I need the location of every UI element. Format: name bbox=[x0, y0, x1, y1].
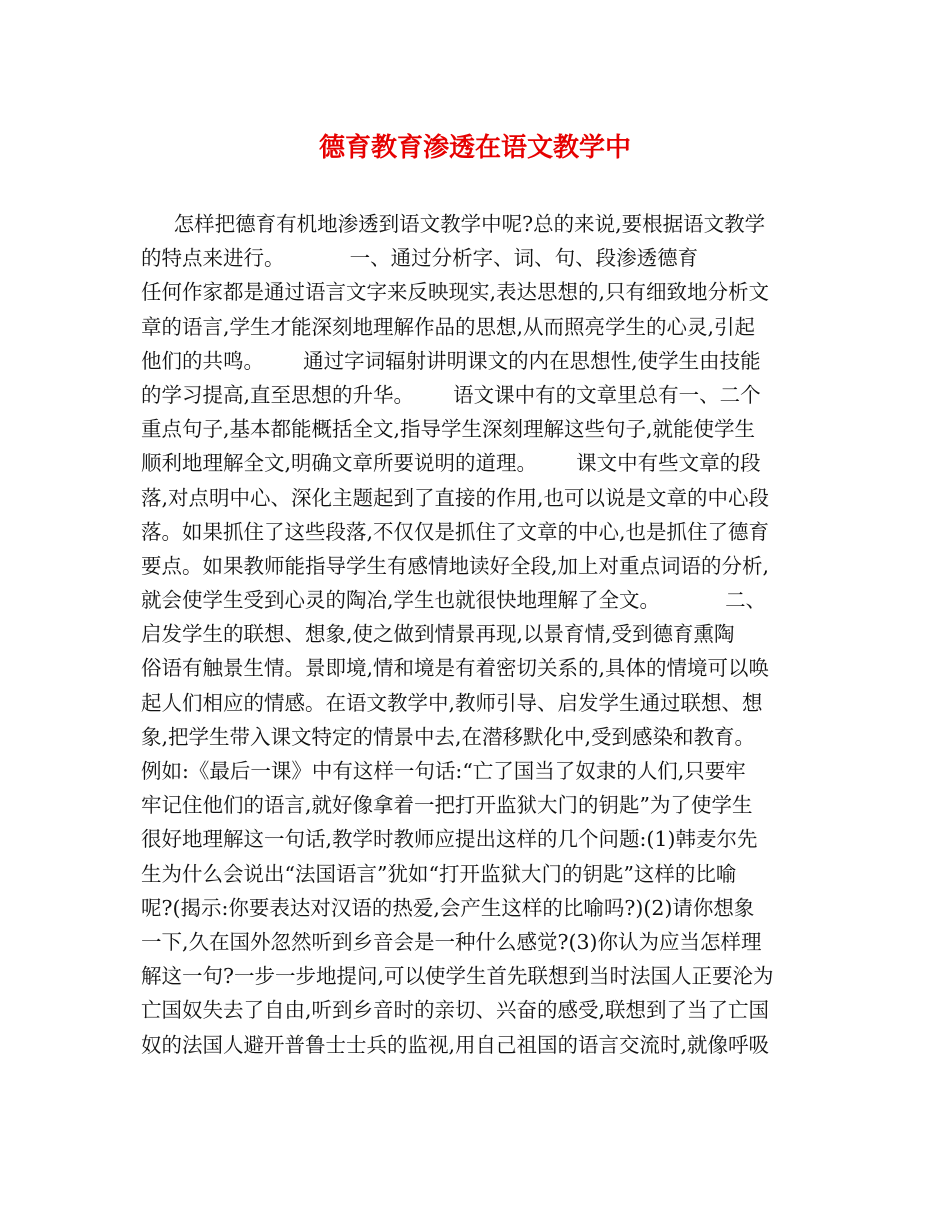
text-line: 落。如果抓住了这些段落,不仅仅是抓住了文章的中心,也是抓住了德育 bbox=[141, 519, 770, 544]
text-line: 奴的法国人避开普鲁士士兵的监视,用自己祖国的语言交流时,就像呼吸 bbox=[141, 1032, 770, 1057]
text-line: 顺利地理解全文,明确文章所要说明的道理。 课文中有些文章的段 bbox=[141, 451, 761, 476]
text-line: 牢记住他们的语言,就好像拿着一把打开监狱大门的钥匙”为了使学生 bbox=[141, 793, 753, 818]
text-line: 他们的共鸣。 通过字词辐射讲明课文的内在思想性,使学生由技能 bbox=[141, 348, 761, 373]
text-line: 生为什么会说出“法国语言”犹如“打开监狱大门的钥匙”这样的比喻 bbox=[141, 861, 737, 886]
document-body bbox=[141, 207, 841, 1062]
text-line: 重点句子,基本都能概括全文,指导学生深刻理解这些句子,就能使学生 bbox=[141, 417, 756, 442]
text-line: 落,对点明中心、深化主题起到了直接的作用,也可以说是文章的中心段 bbox=[141, 485, 770, 510]
text-line: 呢?(揭示:你要表达对汉语的热爱,会产生这样的比喻吗?)(2)请你想象 bbox=[141, 895, 755, 920]
text-line: 例如:《最后一课》中有这样一句话:“亡了国当了奴隶的人们,只要牢 bbox=[141, 759, 746, 783]
text-line: 解这一句?一步一步地提问,可以使学生首先联想到当时法国人正要沦为 bbox=[141, 964, 774, 989]
text-line: 怎样把德育有机地渗透到语文教学中呢?总的来说,要根据语文教学 bbox=[141, 212, 766, 236]
text-line: 要点。如果教师能指导学生有感情地读好全段,加上对重点词语的分析, bbox=[141, 553, 770, 578]
text-line: 的学习提高,直至思想的升华。 语文课中有的文章里总有一、二个 bbox=[141, 382, 761, 407]
document-title: 德育教育渗透在语文教学中 bbox=[318, 133, 631, 163]
text-line: 俗语有触景生情。景即境,情和境是有着密切关系的,具体的情境可以唤 bbox=[141, 656, 770, 681]
text-line: 起人们相应的情感。在语文教学中,教师引导、启发学生通过联想、想 bbox=[141, 690, 763, 715]
text-line: 就会使学生受到心灵的陶冶,学生也就很快地理解了全文。 二、 bbox=[141, 588, 767, 613]
text-line: 的特点来进行。 一、通过分析字、词、句、段渗透德育 bbox=[141, 246, 699, 271]
text-line: 启发学生的联想、想象,使之做到情景再现,以景育情,受到德育熏陶 bbox=[141, 622, 735, 647]
text-line: 亡国奴失去了自由,听到乡音时的亲切、兴奋的感受,联想到了当了亡国 bbox=[141, 998, 770, 1023]
text-line: 很好地理解这一句话,教学时教师应提出这样的几个问题:(1)韩麦尔先 bbox=[141, 827, 758, 852]
text-line: 章的语言,学生才能深刻地理解作品的思想,从而照亮学生的心灵,引起 bbox=[141, 314, 756, 339]
text-line: 一下,久在国外忽然听到乡音会是一种什么感觉?(3)你认为应当怎样理 bbox=[141, 929, 762, 954]
text-line: 象,把学生带入课文特定的情景中去,在潜移默化中,受到感染和教育。 bbox=[141, 724, 756, 749]
text-line: 任何作家都是通过语言文字来反映现实,表达思想的,只有细致地分析文 bbox=[141, 280, 770, 305]
